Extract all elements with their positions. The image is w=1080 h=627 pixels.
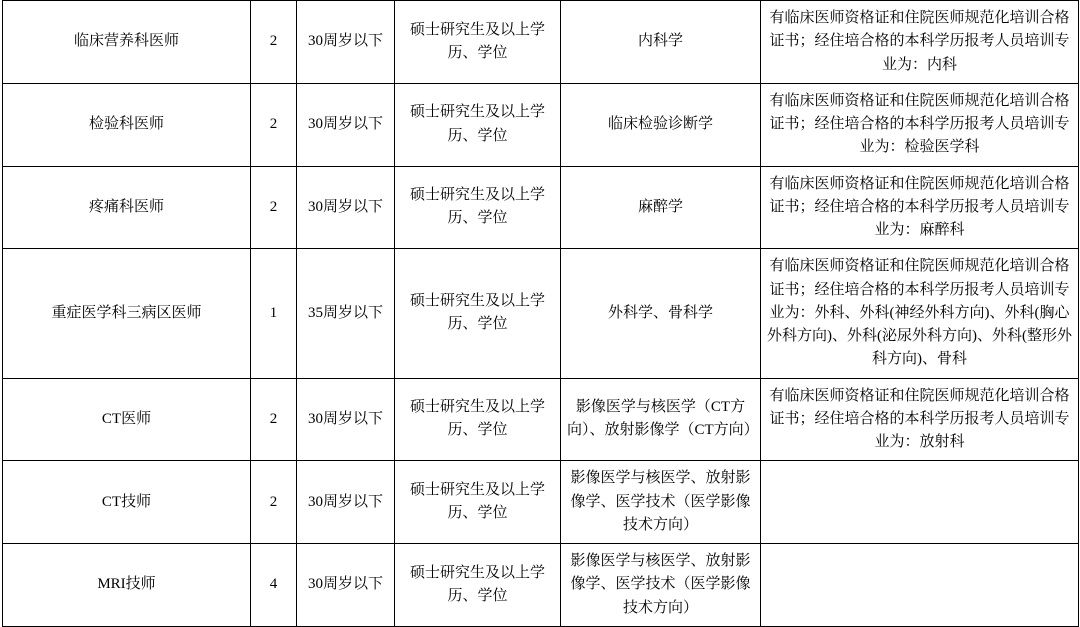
table-row [3, 461, 1079, 544]
cell-post: 疼痛科医师 [3, 166, 251, 249]
cell-other [761, 544, 1079, 627]
cell-major: 临床检验诊断学 [561, 83, 761, 166]
cell-major: 影像医学与核医学（CT方向）、放射影像学（CT方向） [561, 378, 761, 461]
recruitment-table [2, 0, 1079, 627]
cell-major: 影像医学与核医学、放射影像学、医学技术（医学影像技术方向） [561, 461, 761, 544]
cell-number: 1 [251, 249, 297, 378]
table-row [3, 166, 1079, 249]
table-row [3, 1, 1079, 84]
cell-education: 硕士研究生及以上学历、学位 [395, 544, 561, 627]
cell-major: 影像医学与核医学、放射影像学、医学技术（医学影像技术方向） [561, 544, 761, 627]
cell-number: 4 [251, 544, 297, 627]
cell-age: 30周岁以下 [297, 378, 395, 461]
table-row [3, 544, 1079, 627]
cell-number: 2 [251, 1, 297, 84]
cell-education: 硕士研究生及以上学历、学位 [395, 166, 561, 249]
cell-other: 有临床医师资格证和住院医师规范化培训合格证书；经住培合格的本科学历报考人员培训专业为：内科 [761, 1, 1079, 84]
table-row [3, 378, 1079, 461]
cell-education: 硕士研究生及以上学历、学位 [395, 249, 561, 378]
table-row [3, 83, 1079, 166]
cell-other: 有临床医师资格证和住院医师规范化培训合格证书；经住培合格的本科学历报考人员培训专业为：外科、外科(神经外科方向)、外科(胸心外科方向)、外科(泌尿外科方向)、外科(整形外科方向)、骨科 [761, 249, 1079, 378]
cell-post: 临床营养科医师 [3, 1, 251, 84]
cell-major: 麻醉学 [561, 166, 761, 249]
cell-other [761, 461, 1079, 544]
cell-number: 2 [251, 461, 297, 544]
cell-post: CT技师 [3, 461, 251, 544]
cell-major: 内科学 [561, 1, 761, 84]
cell-education: 硕士研究生及以上学历、学位 [395, 1, 561, 84]
cell-post: 检验科医师 [3, 83, 251, 166]
cell-post: MRI技师 [3, 544, 251, 627]
cell-post: 重症医学科三病区医师 [3, 249, 251, 378]
cell-age: 30周岁以下 [297, 166, 395, 249]
cell-age: 30周岁以下 [297, 1, 395, 84]
cell-number: 2 [251, 83, 297, 166]
cell-education: 硕士研究生及以上学历、学位 [395, 83, 561, 166]
cell-number: 2 [251, 378, 297, 461]
cell-number: 2 [251, 166, 297, 249]
cell-education: 硕士研究生及以上学历、学位 [395, 378, 561, 461]
cell-other: 有临床医师资格证和住院医师规范化培训合格证书；经住培合格的本科学历报考人员培训专业为：放射科 [761, 378, 1079, 461]
table-body [3, 1, 1079, 627]
cell-other: 有临床医师资格证和住院医师规范化培训合格证书；经住培合格的本科学历报考人员培训专业为：检验医学科 [761, 83, 1079, 166]
cell-age: 30周岁以下 [297, 83, 395, 166]
cell-post: CT医师 [3, 378, 251, 461]
cell-age: 35周岁以下 [297, 249, 395, 378]
cell-age: 30周岁以下 [297, 461, 395, 544]
cell-major: 外科学、骨科学 [561, 249, 761, 378]
cell-education: 硕士研究生及以上学历、学位 [395, 461, 561, 544]
cell-other: 有临床医师资格证和住院医师规范化培训合格证书；经住培合格的本科学历报考人员培训专业为：麻醉科 [761, 166, 1079, 249]
table-row [3, 249, 1079, 378]
cell-age: 30周岁以下 [297, 544, 395, 627]
